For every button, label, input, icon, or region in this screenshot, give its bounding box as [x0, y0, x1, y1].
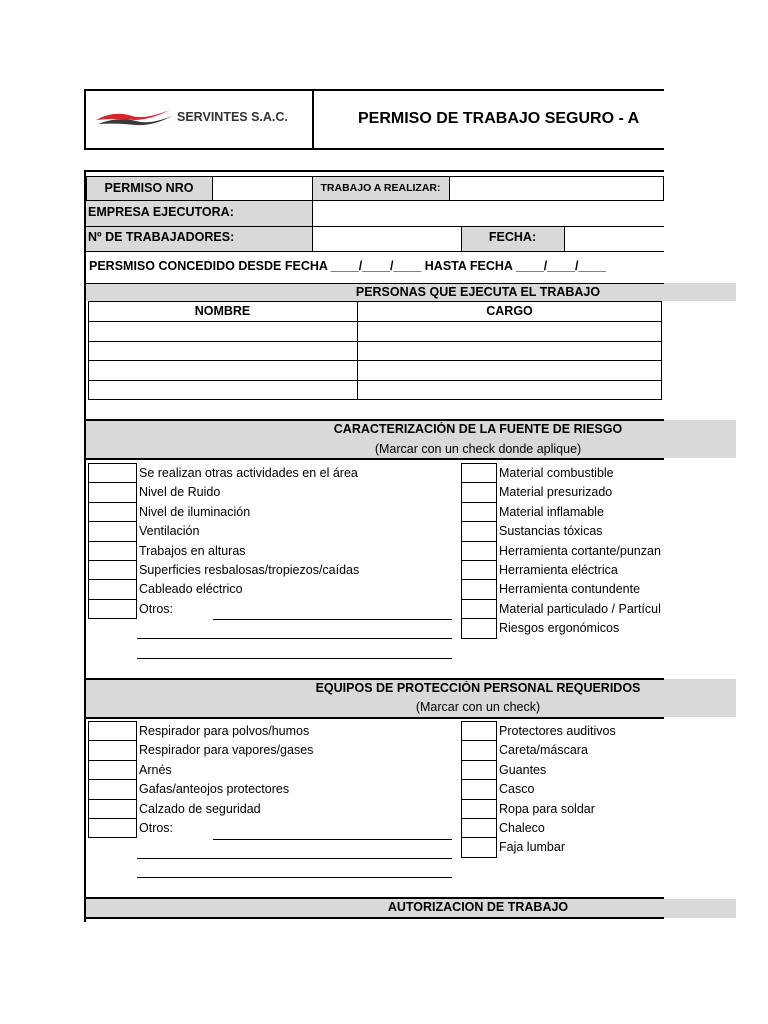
epp-right-item-label: Ropa para soldar [499, 801, 595, 816]
epp-right-item-checkbox[interactable] [461, 740, 497, 760]
permiso-nro-field[interactable] [213, 177, 311, 200]
trabajo-field[interactable] [450, 177, 664, 200]
epp-right-item-label: Protectores auditivos [499, 724, 616, 738]
epp-right-item-checkbox[interactable] [461, 760, 497, 780]
riesgo-right-item-label: Sustancias tóxicas [499, 524, 603, 539]
permiso-nro-label: PERMISO NRO [104, 181, 194, 195]
col-nombre: NOMBRE [194, 304, 251, 318]
riesgo-left-item-checkbox[interactable] [88, 599, 137, 619]
fecha-field[interactable] [565, 227, 664, 251]
riesgo-heading: CARACTERIZACIÓN DE LA FUENTE DE RIESGO [333, 422, 623, 436]
personas-heading: PERSONAS QUE EJECUTA EL TRABAJO [355, 285, 601, 299]
riesgo-right-item-checkbox[interactable] [461, 521, 497, 541]
riesgo-left-item-checkbox[interactable] [88, 560, 137, 580]
riesgo-right-item-label: Material inflamable [499, 504, 604, 519]
epp-left-item-label: Otros: [139, 821, 174, 835]
riesgo-otros-line-3[interactable] [137, 658, 452, 659]
epp-otros-line-1[interactable] [213, 839, 452, 840]
trabajo-label: TRABAJO A REALIZAR: [320, 182, 441, 194]
epp-right-item-label: Careta/máscara [499, 743, 588, 758]
epp-left-item-label: Respirador para vapores/gases [139, 743, 314, 758]
epp-subheading: (Marcar con un check) [415, 700, 541, 714]
epp-right-item-label: Faja lumbar [499, 840, 565, 855]
epp-left-item-checkbox[interactable] [88, 818, 137, 838]
riesgo-right-item-checkbox[interactable] [461, 541, 497, 561]
riesgo-right-item-label: Material particulado / Partícul [499, 601, 661, 616]
epp-left-item-checkbox[interactable] [88, 760, 137, 780]
epp-right-item-checkbox[interactable] [461, 779, 497, 799]
riesgo-subheading: (Marcar con un check donde aplique) [374, 442, 582, 456]
empresa-label: EMPRESA EJECUTORA: [88, 205, 234, 219]
epp-left-item-label: Gafas/anteojos protectores [139, 782, 290, 797]
epp-right-item-checkbox[interactable] [461, 721, 497, 741]
riesgo-left-item-label: Nivel de Ruido [139, 485, 221, 500]
epp-heading: EQUIPOS DE PROTECCIÓN PERSONAL REQUERIDOS [315, 681, 641, 695]
riesgo-right-item-label: Herramienta eléctrica [499, 563, 618, 577]
persona-row-4[interactable] [89, 381, 661, 399]
persona-row-1[interactable] [89, 322, 661, 340]
epp-otros-line-2[interactable] [137, 858, 452, 859]
riesgo-left-item-checkbox[interactable] [88, 541, 137, 561]
epp-left-item-checkbox[interactable] [88, 799, 137, 819]
epp-right-item-checkbox[interactable] [461, 837, 497, 857]
epp-right-item-label: Chaleco [499, 821, 545, 835]
epp-left-item-label: Calzado de seguridad [139, 801, 261, 816]
epp-right-item-label: Guantes [499, 762, 547, 777]
riesgo-left-item-checkbox[interactable] [88, 463, 137, 483]
riesgo-right-item-checkbox[interactable] [461, 560, 497, 580]
riesgo-left-item-label: Trabajos en alturas [139, 543, 246, 558]
riesgo-otros-line-2[interactable] [137, 638, 452, 639]
riesgo-right-item-label: Herramienta contundente [499, 582, 641, 597]
riesgo-right-item-checkbox[interactable] [461, 599, 497, 619]
company-name: SERVINTES S.A.C. [177, 110, 288, 124]
trabajadores-field[interactable] [313, 227, 461, 251]
riesgo-left-item-checkbox[interactable] [88, 579, 137, 599]
col-cargo: CARGO [486, 304, 533, 318]
trabajadores-label: Nº DE TRABAJADORES: [88, 230, 235, 244]
empresa-field[interactable] [313, 201, 664, 226]
epp-right-item-checkbox[interactable] [461, 818, 497, 838]
riesgo-right-item-checkbox[interactable] [461, 463, 497, 483]
permiso-concedido-line: PERSMISO CONCEDIDO DESDE FECHA ____/____/____ HASTA FECHA ____/____/____ [89, 259, 607, 273]
riesgo-left-item-label: Se realizan otras actividades en el área [139, 466, 358, 480]
fecha-label: FECHA: [488, 230, 537, 244]
riesgo-right-item-checkbox[interactable] [461, 579, 497, 599]
epp-right-item-label: Casco [499, 782, 535, 797]
epp-left-item-label: Arnés [139, 762, 172, 777]
riesgo-right-item-checkbox[interactable] [461, 482, 497, 502]
riesgo-left-item-label: Ventilación [139, 524, 200, 539]
riesgo-otros-line-1[interactable] [213, 619, 452, 620]
epp-right-item-checkbox[interactable] [461, 799, 497, 819]
riesgo-right-item-label: Material presurizado [499, 485, 613, 500]
riesgo-left-item-checkbox[interactable] [88, 502, 137, 522]
epp-left-item-label: Respirador para polvos/humos [139, 724, 310, 738]
page-title: PERMISO DE TRABAJO SEGURO - A [358, 110, 640, 127]
riesgo-left-item-checkbox[interactable] [88, 521, 137, 541]
riesgo-left-item-label: Superficies resbalosas/tropiezos/caídas [139, 563, 360, 577]
epp-left-item-checkbox[interactable] [88, 740, 137, 760]
riesgo-right-item-label: Material combustible [499, 466, 614, 480]
riesgo-right-item-label: Riesgos ergonómicos [499, 621, 620, 636]
epp-left-item-checkbox[interactable] [88, 779, 137, 799]
persona-row-2[interactable] [89, 342, 661, 360]
riesgo-left-item-checkbox[interactable] [88, 482, 137, 502]
company-logo [94, 106, 174, 128]
riesgo-right-item-label: Herramienta cortante/punzan [499, 543, 661, 558]
riesgo-left-item-label: Otros: [139, 601, 174, 616]
riesgo-left-item-label: Cableado eléctrico [139, 582, 243, 597]
persona-row-3[interactable] [89, 361, 661, 379]
epp-otros-line-3[interactable] [137, 877, 452, 878]
riesgo-left-item-label: Nivel de iluminación [139, 504, 251, 519]
riesgo-right-item-checkbox[interactable] [461, 618, 497, 638]
autorizacion-heading: AUTORIZACION DE TRABAJO [387, 900, 569, 914]
epp-left-item-checkbox[interactable] [88, 721, 137, 741]
logo-swoosh-icon [94, 106, 174, 128]
riesgo-right-item-checkbox[interactable] [461, 502, 497, 522]
